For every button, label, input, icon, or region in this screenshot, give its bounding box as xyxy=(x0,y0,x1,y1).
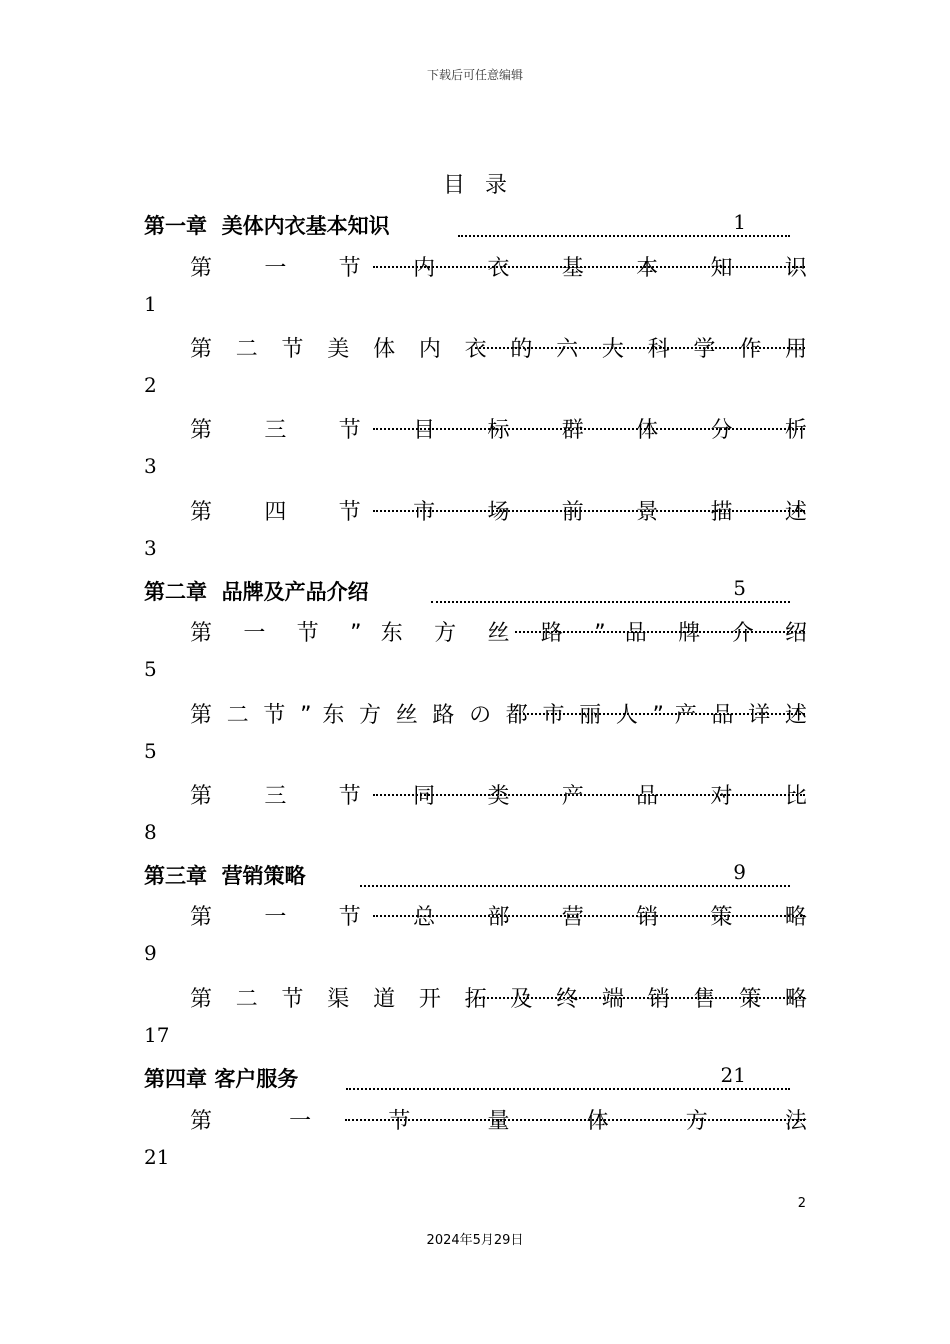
section-page-number: 2 xyxy=(144,373,157,397)
chapter-page-number: 9 xyxy=(733,860,746,884)
toc-section[interactable] xyxy=(190,413,807,441)
toc-section[interactable] xyxy=(190,495,807,523)
toc-section[interactable] xyxy=(190,332,807,360)
toc-section[interactable] xyxy=(190,616,807,644)
section-page-number: 1 xyxy=(144,292,157,316)
page-header: 下载后可任意编辑 xyxy=(426,68,523,82)
toc-chapter-4[interactable] xyxy=(144,1063,790,1093)
section-page-number: 3 xyxy=(144,454,157,478)
toc-section[interactable] xyxy=(190,982,807,1010)
section-text: 第 四 节 市 场 前 景 描 述 xyxy=(190,500,807,525)
section-text: 第 一 节 量 体 方 法 xyxy=(190,1109,807,1134)
section-page-number: 17 xyxy=(144,1023,170,1047)
chapter-heading: 第一章 美体内衣基本知识 xyxy=(144,214,390,238)
section-text: 第 一 节 内 衣 基 本 知 识 xyxy=(190,256,807,281)
chapter-page-number: 5 xyxy=(733,576,746,600)
section-page-number: 9 xyxy=(144,941,157,965)
section-text: 第 一 节 ” 东 方 丝 路 ” 品 牌 介 绍 xyxy=(190,621,807,646)
toc-chapter-3[interactable] xyxy=(144,860,790,890)
page-footer-date: 2024年5月29日 xyxy=(426,1233,524,1248)
toc-section[interactable] xyxy=(190,1104,807,1132)
section-text: 第 二 节 美 体 内 衣 的 六 大 科 学 作 用 xyxy=(190,337,807,362)
toc-title: 目录 xyxy=(442,173,527,198)
section-text: 第 三 节 目 标 群 体 分 析 xyxy=(190,418,807,443)
chapter-heading: 第三章 营销策略 xyxy=(144,864,306,888)
section-text: 第 三 节 同 类 产 品 对 比 xyxy=(190,784,807,809)
dot-leader xyxy=(431,601,790,603)
section-page-number: 5 xyxy=(144,657,157,681)
dot-leader xyxy=(360,885,790,887)
chapter-heading: 第四章 客户服务 xyxy=(144,1067,299,1091)
toc-section[interactable] xyxy=(190,900,807,928)
toc-section[interactable] xyxy=(190,251,807,279)
section-text: 第 一 节 总 部 营 销 策 略 xyxy=(190,905,807,930)
section-page-number: 8 xyxy=(144,820,157,844)
section-text: 第 二 节 ” 东 方 丝 路 の 都 市 丽 人 ” 产 品 详 述 xyxy=(190,703,807,728)
chapter-page-number: 1 xyxy=(733,210,746,234)
chapter-page-number: 21 xyxy=(720,1063,746,1087)
section-text: 第 二 节 渠 道 开 拓 及 终 端 销 售 策 略 xyxy=(190,987,807,1012)
dot-leader xyxy=(346,1088,790,1090)
toc-chapter-2[interactable] xyxy=(144,576,790,606)
toc-section[interactable] xyxy=(190,779,807,807)
chapter-heading: 第二章 品牌及产品介绍 xyxy=(144,580,369,604)
toc-section[interactable] xyxy=(190,698,807,726)
dot-leader xyxy=(458,235,790,237)
toc-chapter-1[interactable] xyxy=(144,210,790,240)
section-page-number: 5 xyxy=(144,739,157,763)
section-page-number: 3 xyxy=(144,536,157,560)
page-number: 2 xyxy=(797,1196,806,1211)
section-page-number: 21 xyxy=(144,1145,170,1169)
